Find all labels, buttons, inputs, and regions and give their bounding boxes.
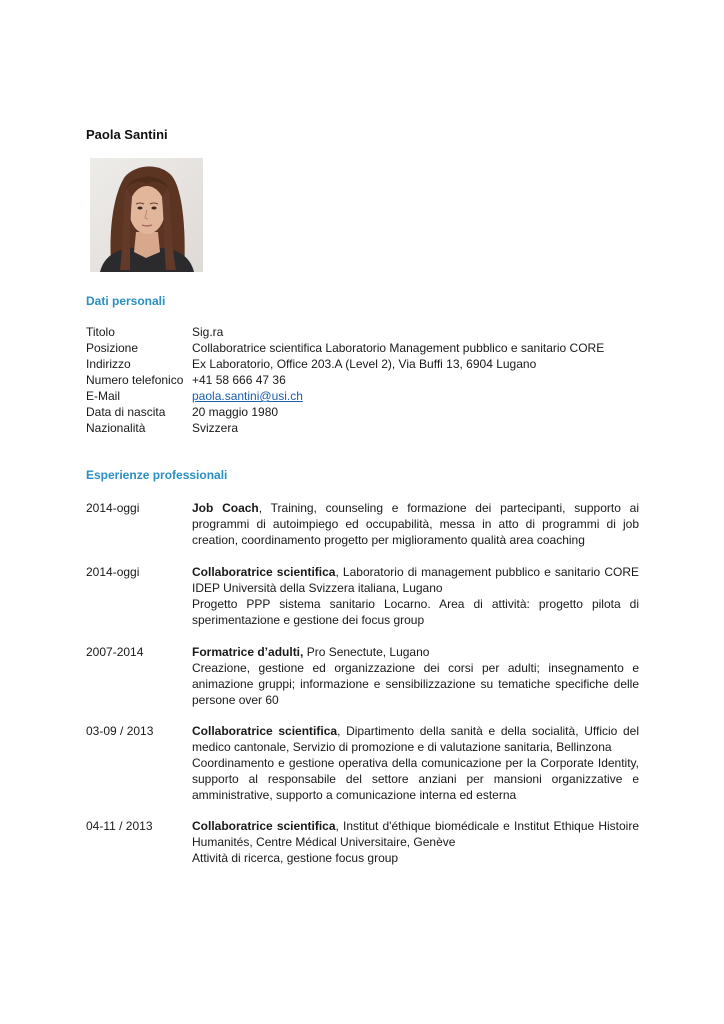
experience-description	[192, 564, 639, 596]
personal-label: Posizione	[86, 341, 139, 355]
experience-detail: , Institut d'éthique biomédicale e Institut Ethique Histoire Humanités, Centre Médical Universitaire, Genève	[192, 819, 639, 849]
personal-value	[192, 388, 303, 404]
experience-description	[192, 644, 639, 660]
personal-data-table	[86, 324, 604, 436]
personal-data-heading: Dati personali	[86, 294, 166, 308]
personal-label: Indirizzo	[86, 357, 131, 371]
experience-entry	[86, 500, 639, 548]
personal-value: Svizzera	[192, 421, 239, 435]
experience-description	[192, 723, 639, 755]
experience-role: Formatrice d’adulti,	[192, 645, 304, 659]
personal-row-email	[86, 388, 604, 404]
personal-row-nationality	[86, 420, 604, 436]
experience-extra: Progetto PPP sistema sanitario Locarno. Area di attività: progetto pilota di sperimentazione e gestione dei focus group	[192, 597, 639, 627]
experience-body	[192, 564, 639, 628]
experience-period: 2007-2014	[86, 645, 144, 659]
personal-label: E-Mail	[86, 389, 121, 403]
experience-extra: Creazione, gestione ed organizzazione dei corsi per adulti; insegnamento e animazione gruppi; informazione e sensibilizzazione su tematiche specifiche delle persone over 60	[192, 661, 639, 707]
experience-body	[192, 644, 639, 708]
experience-role: Collaboratrice scientifica	[192, 565, 336, 579]
experience-detail: , Training, counseling e formazione dei partecipanti, supporto ai programmi di autoimpiego ed occupabilità, messa in atto di programmi di job creation, coordinamento progetto per miglioramento qualità area coaching	[192, 501, 639, 547]
personal-value: 20 maggio 1980	[192, 405, 279, 419]
experience-extra: Attività di ricerca, gestione focus group	[192, 851, 399, 865]
personal-row-birthdate	[86, 404, 604, 420]
personal-row-phone	[86, 372, 604, 388]
personal-label: Nazionalità	[86, 421, 146, 435]
experience-entry	[86, 818, 639, 866]
profile-photo-image	[90, 158, 203, 272]
experience-entry	[86, 564, 639, 628]
personal-label: Data di nascita	[86, 405, 166, 419]
experience-extra: Coordinamento e gestione operativa della comunicazione per la Corporate Identity, supporto al responsabile del settore anziani per mansioni organizzative e amministrative, supporto a comunicazione interna ed esterna	[192, 756, 639, 802]
experience-role: Job Coach	[192, 501, 259, 515]
personal-value: Ex Laboratorio, Office 203.A (Level 2), Via Buffi 13, 6904 Lugano	[192, 357, 537, 371]
experience-entry	[86, 644, 639, 708]
personal-value: Sig.ra	[192, 325, 224, 339]
personal-row-position	[86, 340, 604, 356]
personal-value: +41 58 666 47 36	[192, 373, 286, 387]
experience-body	[192, 500, 639, 548]
experience-description	[192, 500, 639, 548]
person-name: Paola Santini	[86, 127, 168, 142]
experience-body	[192, 723, 639, 803]
experience-description	[192, 818, 639, 850]
experience-body	[192, 818, 639, 866]
personal-label: Numero telefonico	[86, 373, 184, 387]
experience-entry	[86, 723, 639, 803]
personal-row-title	[86, 324, 604, 340]
personal-value: Collaboratrice scientifica Laboratorio Management pubblico e sanitario CORE	[192, 341, 605, 355]
profile-photo	[90, 158, 203, 272]
email-link[interactable]: paola.santini@usi.ch	[192, 389, 303, 403]
experience-role: Collaboratrice scientifica	[192, 724, 338, 738]
experience-detail: , Dipartimento della sanità e della socialità, Ufficio del medico cantonale, Servizio di promozione e di valutazione sanitaria, Bellinzona	[192, 724, 640, 754]
experience-detail: , Laboratorio di management pubblico e sanitario CORE IDEP Università della Svizzera italiana, Lugano	[192, 565, 639, 595]
experience-period: 2014-oggi	[86, 565, 140, 579]
experience-heading: Esperienze professionali	[86, 468, 228, 482]
experience-detail: Pro Senectute, Lugano	[303, 645, 430, 659]
experience-role: Collaboratrice scientifica	[192, 819, 336, 833]
experience-period: 2014-oggi	[86, 501, 140, 515]
experience-period: 03-09 / 2013	[86, 724, 154, 738]
experience-period: 04-11 / 2013	[86, 819, 153, 833]
personal-label: Titolo	[86, 325, 115, 339]
personal-row-address	[86, 356, 604, 372]
